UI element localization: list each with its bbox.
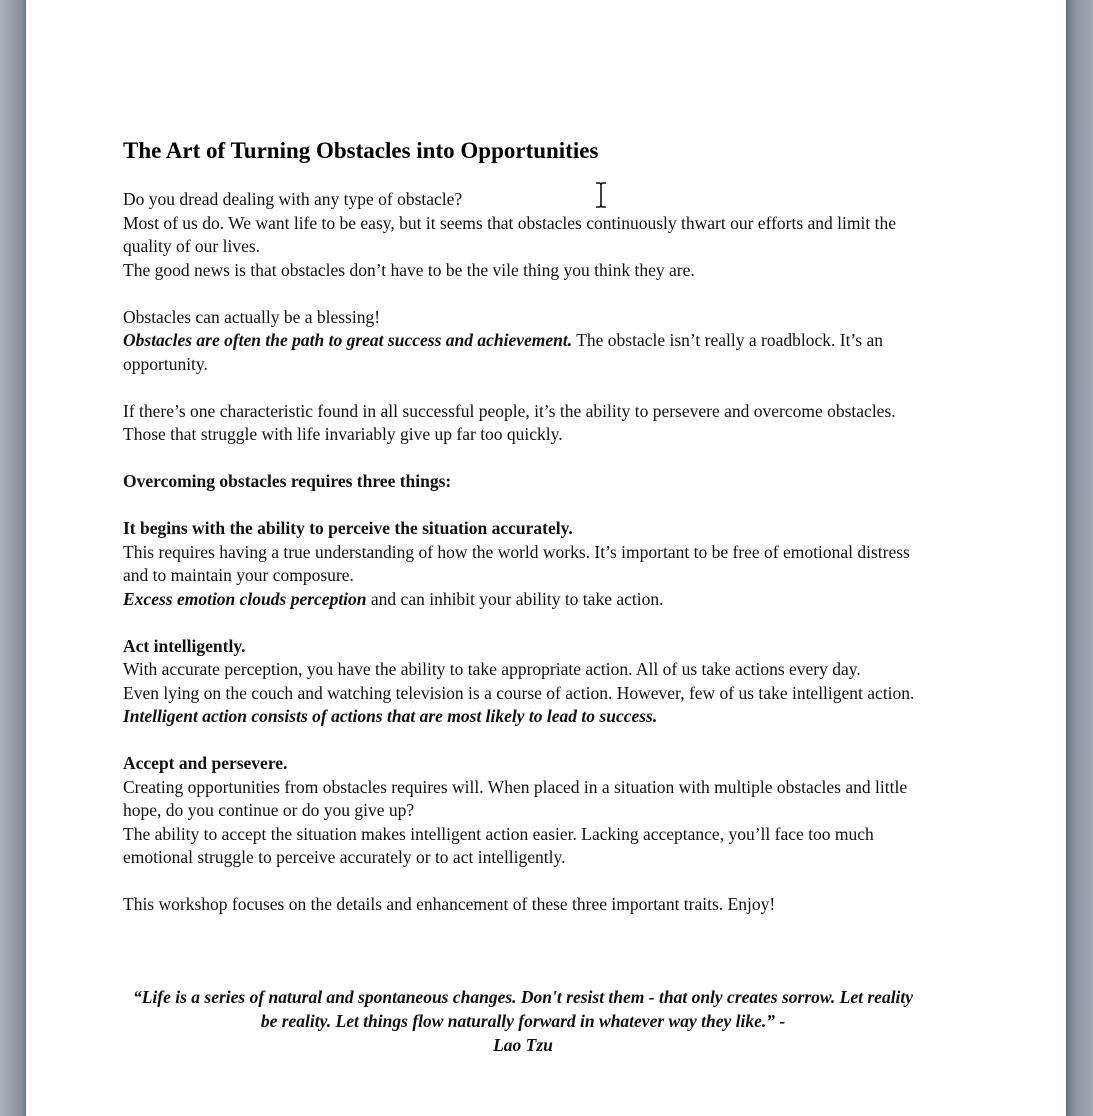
blessing-line: Obstacles can actually be a blessing! <box>123 306 381 327</box>
intro-line-1: Do you dread dealing with any type of obstacle? <box>123 189 463 209</box>
act-body-2: Even lying on the couch and watching television is a course of action. However, few of us take intelligent action. <box>123 682 915 703</box>
quote-block <box>123 985 923 1057</box>
perceive-body: This requires having a true understanding of how the world works. It’s important to be free of emotional distress and to maintain your composure. <box>123 541 910 585</box>
blessing-paragraph <box>123 329 923 376</box>
window-background-right <box>1066 0 1093 1116</box>
quote-author: Lao Tzu <box>493 1035 553 1055</box>
blessing-rest: The obstacle isn’t really a roadblock. It’s an opportunity. <box>123 330 883 374</box>
accept-heading: Accept and persevere. <box>123 753 288 773</box>
perceive-emphasis: Excess emotion clouds perception <box>123 588 367 609</box>
accept-body-2: The ability to accept the situation makes intelligent action easier. Lacking acceptance, you’ll face too much emotional struggle to perceive accurately or to act intelligently. <box>123 823 874 867</box>
act-heading: Act intelligently. <box>123 635 246 656</box>
three-things-heading: Overcoming obstacles requires three things: <box>123 471 452 491</box>
document-title: The Art of Turning Obstacles into Opportunities <box>123 138 599 163</box>
closing-paragraph: This workshop focuses on the details and enhancement of these three important traits. Enjoy! <box>123 894 776 914</box>
document-body[interactable] <box>123 136 923 917</box>
quote-text: “Life is a series of natural and spontaneous changes. Don't resist them - that only creates sorrow. Let reality be reality. Let things flow naturally forward in whatever way they like.” - <box>132 987 914 1031</box>
perceive-emphasis-paragraph <box>123 588 923 612</box>
blessing-emphasis: Obstacles are often the path to great success and achievement. <box>123 330 573 350</box>
intro-line-2: Most of us do. We want life to be easy, but it seems that obstacles continuously thwart our efforts and limit the quality of our lives. <box>123 212 896 256</box>
act-emphasis: Intelligent action consists of actions that are most likely to lead to success. <box>123 706 658 726</box>
intro-line-3: The good news is that obstacles don’t have to be the vile thing you think they are. <box>123 259 695 280</box>
window-background-left <box>0 0 26 1116</box>
accept-body-1: Creating opportunities from obstacles requires will. When placed in a situation with multiple obstacles and little hope, do you continue or do you give up? <box>123 776 908 820</box>
i-beam-cursor-icon <box>594 181 608 209</box>
act-body-1: With accurate perception, you have the ability to take appropriate action. All of us take actions every day. <box>123 659 861 679</box>
perceive-heading: It begins with the ability to perceive the situation accurately. <box>123 518 573 538</box>
characteristic-paragraph: If there’s one characteristic found in all successful people, it’s the ability to persevere and overcome obstacles. Those that struggle with life invariably give up far too quickly. <box>123 400 896 444</box>
perceive-rest: and can inhibit your ability to take action. <box>366 588 664 609</box>
